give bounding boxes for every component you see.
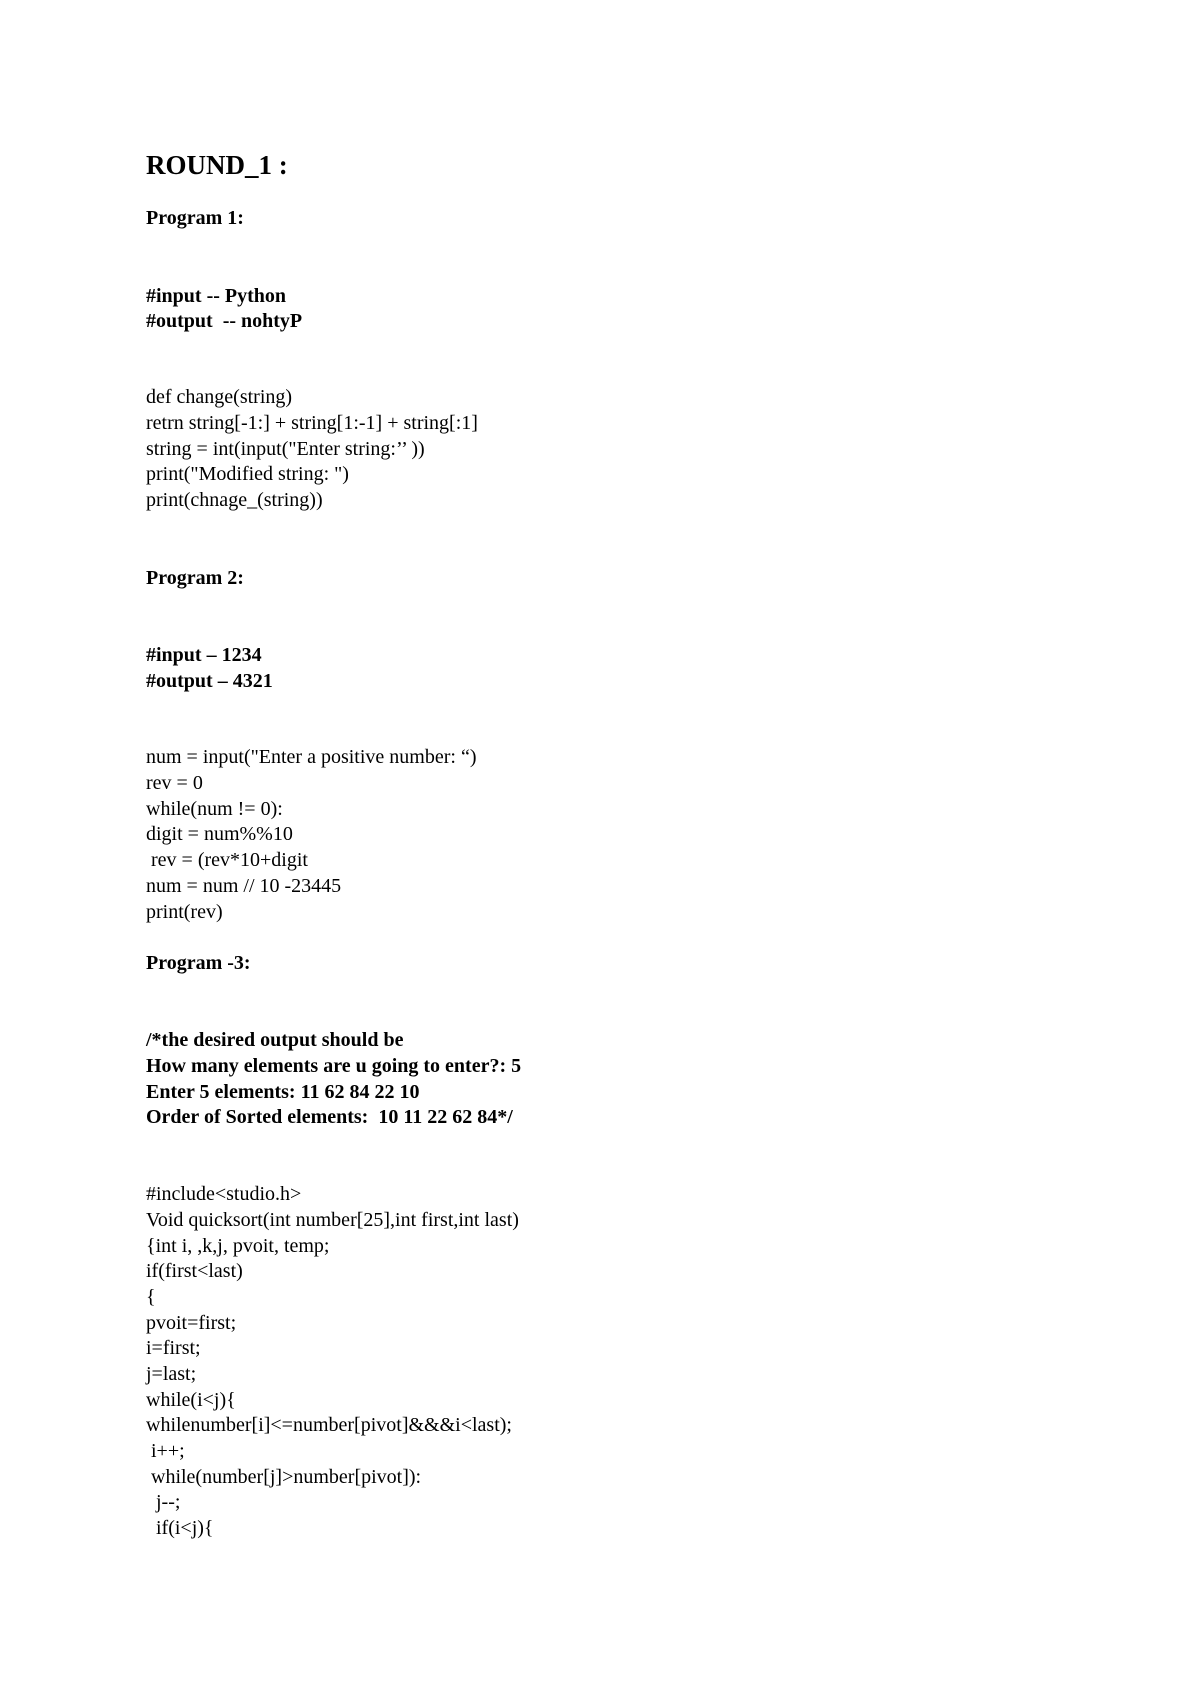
program-1-input-comment: #input -- Python [146, 285, 287, 307]
program-3-comment-line: /*the desired output should be [146, 1029, 404, 1051]
program-3-code-line: i=first; [146, 1337, 201, 1359]
program-3-code-line: #include<studio.h> [146, 1183, 302, 1205]
program-2-heading: Program 2: [146, 567, 244, 589]
program-3-comment-line: Enter 5 elements: 11 62 84 22 10 [146, 1081, 420, 1103]
program-3-code-line: if(i<j){ [146, 1517, 214, 1539]
program-3-code-line: i++; [146, 1440, 185, 1462]
program-3-heading: Program -3: [146, 952, 251, 974]
program-3-code-line: while(i<j){ [146, 1389, 236, 1411]
program-2-code-line: rev = (rev*10+digit [146, 849, 308, 871]
program-2-code-line: digit = num%%10 [146, 823, 293, 845]
program-3-code-line: if(first<last) [146, 1260, 243, 1282]
program-2-output-comment: #output – 4321 [146, 670, 273, 692]
program-3-comment-line: How many elements are u going to enter?: 5 [146, 1055, 522, 1077]
program-2-code-line: while(num != 0): [146, 798, 283, 820]
program-3-comment-line: Order of Sorted elements: 10 11 22 62 84*/ [146, 1106, 513, 1128]
program-1-code-line: def change(string) [146, 386, 293, 408]
program-2-input-comment: #input – 1234 [146, 644, 262, 666]
program-3-code-line: while(number[j]>number[pivot]): [146, 1466, 422, 1488]
program-3-code-line: { [146, 1286, 156, 1308]
program-1-output-comment: #output -- nohtyP [146, 310, 303, 332]
program-1-heading: Program 1: [146, 207, 244, 229]
program-3-code-line: whilenumber[i]<=number[pivot]&&&i<last); [146, 1414, 512, 1436]
program-1-code-line: string = int(input("Enter string:’’ )) [146, 438, 425, 460]
program-2-code-line: num = num // 10 -23445 [146, 875, 342, 897]
page-title: ROUND_1 : [146, 150, 288, 180]
program-2-code-line: num = input("Enter a positive number: “) [146, 746, 477, 768]
program-3-code-line: j--; [146, 1491, 181, 1513]
program-3-code-line: j=last; [146, 1363, 197, 1385]
program-1-code-line: print("Modified string: ") [146, 463, 349, 485]
program-3-code-line: pvoit=first; [146, 1312, 237, 1334]
program-3-code-line: {int i, ,k,j, pvoit, temp; [146, 1235, 330, 1257]
program-3-code-line: Void quicksort(int number[25],int first,int last) [146, 1209, 519, 1231]
program-2-code-line: print(rev) [146, 901, 223, 923]
program-1-code-line: retrn string[-1:] + string[1:-1] + string[:1] [146, 412, 478, 434]
program-2-code-line: rev = 0 [146, 772, 203, 794]
program-1-code-line: print(chnage_(string)) [146, 489, 323, 511]
